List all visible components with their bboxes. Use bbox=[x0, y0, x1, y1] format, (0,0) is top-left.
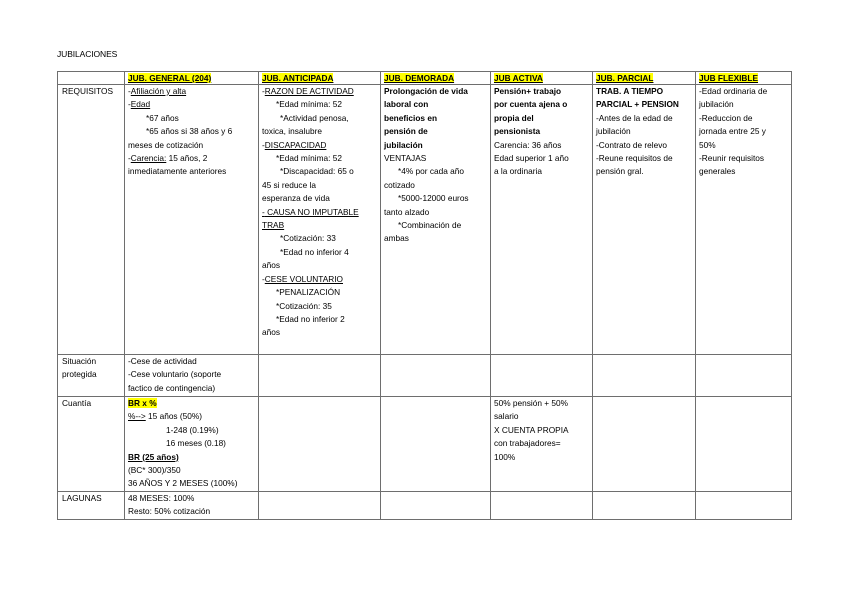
row-cuantia bbox=[58, 397, 792, 492]
cell-cuantia-general: BR x % %--> 15 años (50%) 1-248 (0.19%) 16 meses (0.18) BR (25 años) (BC* 300)/350 36 AÑOS Y 2 MESES (100%) bbox=[125, 397, 259, 492]
cell-lagunas-demorada bbox=[381, 492, 491, 520]
header-demorada: JUB. DEMORADA bbox=[381, 72, 491, 85]
cell-cuantia-flexible bbox=[696, 397, 792, 492]
cell-cuantia-activa: 50% pensión + 50% salario X CUENTA PROPIA con trabajadores= 100% bbox=[491, 397, 593, 492]
header-anticipada: JUB. ANTICIPADA bbox=[259, 72, 381, 85]
cell-requisitos-activa: Pensión+ trabajo por cuenta ajena o propia del pensionista Carencia: 36 años Edad superior 1 año a la ordinaria bbox=[491, 85, 593, 355]
row-label-situacion: Situación protegida bbox=[58, 355, 125, 397]
row-lagunas bbox=[58, 492, 792, 520]
cell-situacion-general: -Cese de actividad -Cese voluntario (soporte factico de contingencia) bbox=[125, 355, 259, 397]
cell-situacion-demorada bbox=[381, 355, 491, 397]
header-corner bbox=[58, 72, 125, 85]
cell-requisitos-demorada: Prolongación de vida laboral con beneficios en pensión de jubilación VENTAJAS *4% por cada año cotizado *5000-12000 euros tanto alzado *Combinación de ambas bbox=[381, 85, 491, 355]
page-title: JUBILACIONES bbox=[57, 49, 118, 59]
cell-situacion-anticipada bbox=[259, 355, 381, 397]
header-parcial: JUB. PARCIAL bbox=[593, 72, 696, 85]
cell-requisitos-parcial: TRAB. A TIEMPO PARCIAL + PENSION -Antes de la edad de jubilación -Contrato de relevo -Reune requisitos de pensión gral. bbox=[593, 85, 696, 355]
cell-requisitos-general: -Afiliación y alta -Edad *67 años *65 años si 38 años y 6 meses de cotización -Carencia: 15 años, 2 inmediatamente anteriores bbox=[125, 85, 259, 355]
cell-situacion-activa bbox=[491, 355, 593, 397]
header-row bbox=[58, 72, 792, 85]
cell-situacion-flexible bbox=[696, 355, 792, 397]
cell-requisitos-flexible: -Edad ordinaria de jubilación -Reduccion de jornada entre 25 y 50% -Reunir requisitos generales bbox=[696, 85, 792, 355]
row-label-cuantia: Cuantía bbox=[58, 397, 125, 492]
header-general: JUB. GENERAL (204) bbox=[125, 72, 259, 85]
cell-cuantia-demorada bbox=[381, 397, 491, 492]
row-situacion bbox=[58, 355, 792, 397]
jubilaciones-table bbox=[57, 71, 792, 520]
cell-cuantia-anticipada bbox=[259, 397, 381, 492]
header-flexible: JUB FLEXIBLE bbox=[696, 72, 792, 85]
header-activa: JUB ACTIVA bbox=[491, 72, 593, 85]
cell-requisitos-anticipada: -RAZON DE ACTIVIDAD *Edad mínima: 52 *Actividad penosa, toxica, insalubre -DISCAPACIDAD *Edad mínima: 52 *Discapacidad: 65 o 45 si reduce la esperanza de vida - CAUSA NO IMPUTABLE TRAB *Cotización: 33 *Edad no inferior 4 años -CESE VOLUNTARIO *PENALIZACIÓN *Cotización: 35 *Edad no inferior 2 años bbox=[259, 85, 381, 355]
cell-lagunas-general: 48 MESES: 100% Resto: 50% cotización bbox=[125, 492, 259, 520]
row-label-requisitos: REQUISITOS bbox=[58, 85, 125, 355]
cell-lagunas-activa bbox=[491, 492, 593, 520]
cell-cuantia-parcial bbox=[593, 397, 696, 492]
cell-lagunas-parcial bbox=[593, 492, 696, 520]
row-label-lagunas: LAGUNAS bbox=[58, 492, 125, 520]
cell-situacion-parcial bbox=[593, 355, 696, 397]
cell-lagunas-anticipada bbox=[259, 492, 381, 520]
row-requisitos bbox=[58, 85, 792, 355]
cell-lagunas-flexible bbox=[696, 492, 792, 520]
